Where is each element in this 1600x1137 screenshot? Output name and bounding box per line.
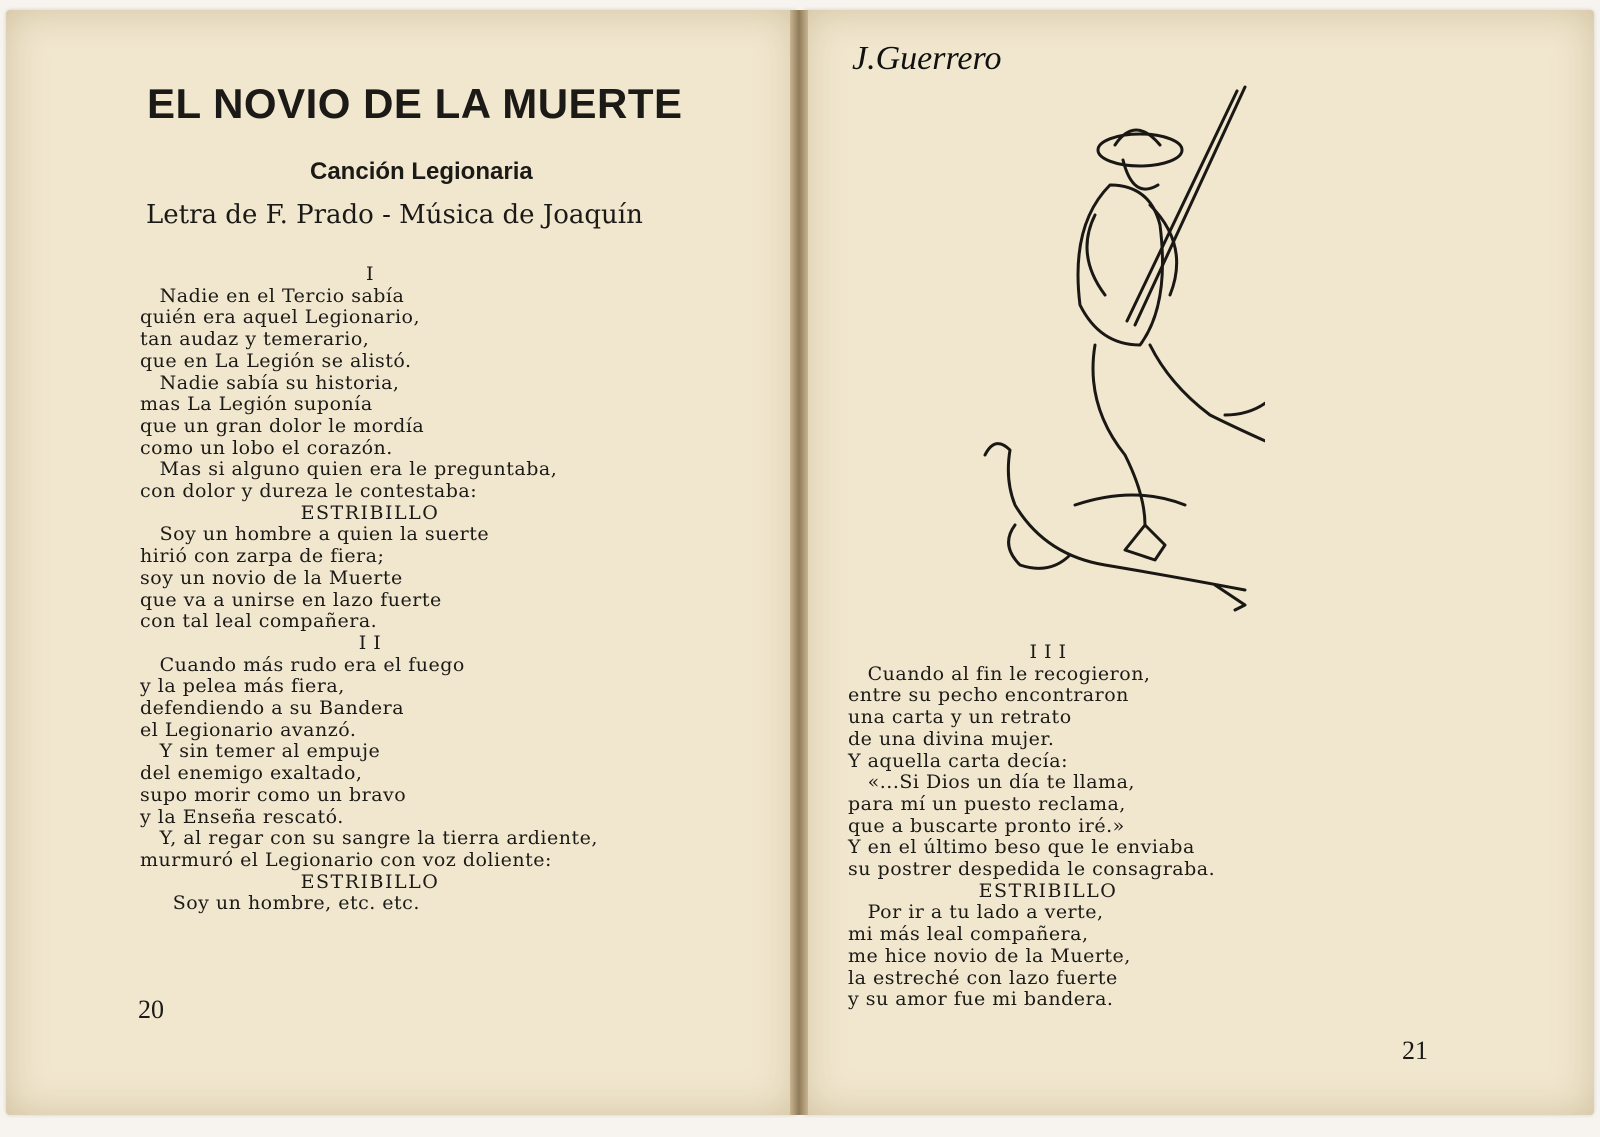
lyric-line: Mas si alguno quien era le preguntaba, [140, 458, 558, 481]
stanza-number: I I [358, 631, 382, 654]
stanza-number: I I I [1029, 641, 1067, 663]
left-lyrics [140, 264, 600, 915]
lyric-line: quién era aquel Legionario, [140, 306, 421, 329]
lyric-line: mi más leal compañera, [848, 923, 1089, 946]
book-spine [790, 10, 808, 1115]
lyric-line: su postrer despedida le consagraba. [848, 858, 1216, 881]
lyric-line: y su amor fue mi bandera. [848, 988, 1114, 1011]
lyric-line: Y en el último beso que le enviaba [848, 836, 1195, 859]
lyric-line: con dolor y dureza le contestaba: [140, 480, 478, 503]
lyric-line: que a buscarte pronto iré.» [848, 814, 1125, 837]
lyric-line: el Legionario avanzó. [140, 718, 357, 741]
lyric-line: Soy un hombre, etc. etc. [140, 892, 420, 915]
lyric-line: Y sin temer al empuje [140, 740, 381, 763]
lyric-line: supo morir como un bravo [140, 783, 407, 806]
lyric-line: Y aquella carta decía: [848, 749, 1068, 772]
lyric-line: con tal leal compañera. [140, 610, 378, 633]
lyric-line: mas La Legión suponía [140, 393, 373, 416]
song-credits [146, 200, 746, 230]
lyric-line: Cuando al fin le recogieron, [848, 662, 1151, 685]
lyric-line: y la pelea más fiera, [140, 675, 345, 698]
legionnaire-illustration [975, 85, 1265, 615]
lyric-line: una carta y un retrato [848, 706, 1072, 729]
lyric-line: Y, al regar con su sangre la tierra ardiente, [140, 827, 598, 850]
lyric-line: hirió con zarpa de fiera; [140, 545, 385, 568]
lyric-line: como un lobo el corazón. [140, 436, 393, 459]
lyric-line: que en La Legión se alistó. [140, 349, 412, 372]
lyric-line: «...Si Dios un día te llama, [848, 771, 1135, 794]
signature: J.Guerrero [852, 40, 1002, 77]
estribillo-heading: ESTRIBILLO [978, 879, 1118, 902]
lyric-line: Soy un hombre a quien la suerte [140, 523, 490, 546]
lyric-line: de una divina mujer. [848, 727, 1055, 750]
lyric-line: que un gran dolor le mordía [140, 414, 425, 437]
lyric-line: Nadie en el Tercio sabía [140, 284, 405, 307]
lyric-line: defendiendo a su Bandera [140, 697, 405, 720]
page-number-left: 20 [138, 995, 164, 1024]
lyric-line: entre su pecho encontraron [848, 684, 1129, 707]
estribillo-heading: ESTRIBILLO [300, 870, 440, 893]
estribillo-heading: ESTRIBILLO [300, 501, 440, 524]
lyric-line: del enemigo exaltado, [140, 762, 363, 785]
lyric-line: Por ir a tu lado a verte, [848, 901, 1104, 924]
lyric-line: la estreché con lazo fuerte [848, 966, 1118, 989]
lyric-line: tan audaz y temerario, [140, 328, 370, 351]
lyric-line: para mí un puesto reclama, [848, 792, 1126, 815]
lyric-line: Cuando más rudo era el fuego [140, 653, 465, 676]
song-subtitle: Canción Legionaria [310, 158, 533, 185]
lyric-line: soy un novio de la Muerte [140, 566, 403, 589]
lyric-line: que va a unirse en lazo fuerte [140, 588, 442, 611]
right-lyrics [848, 642, 1248, 1011]
lyric-line: y la Enseña rescató. [140, 805, 344, 828]
credit-music: Música de Joaquín [399, 200, 643, 230]
lyric-line: Nadie sabía su historia, [140, 371, 400, 394]
page-number-right: 21 [1402, 1036, 1428, 1065]
song-title: EL NOVIO DE LA MUERTE [147, 80, 683, 127]
credit-separator: - [373, 200, 400, 230]
credit-lyrics: Letra de F. Prado [146, 200, 374, 230]
lyric-line: murmuró el Legionario con voz doliente: [140, 848, 552, 871]
lyric-line: me hice novio de la Muerte, [848, 944, 1131, 967]
stanza-number: I [365, 263, 374, 285]
